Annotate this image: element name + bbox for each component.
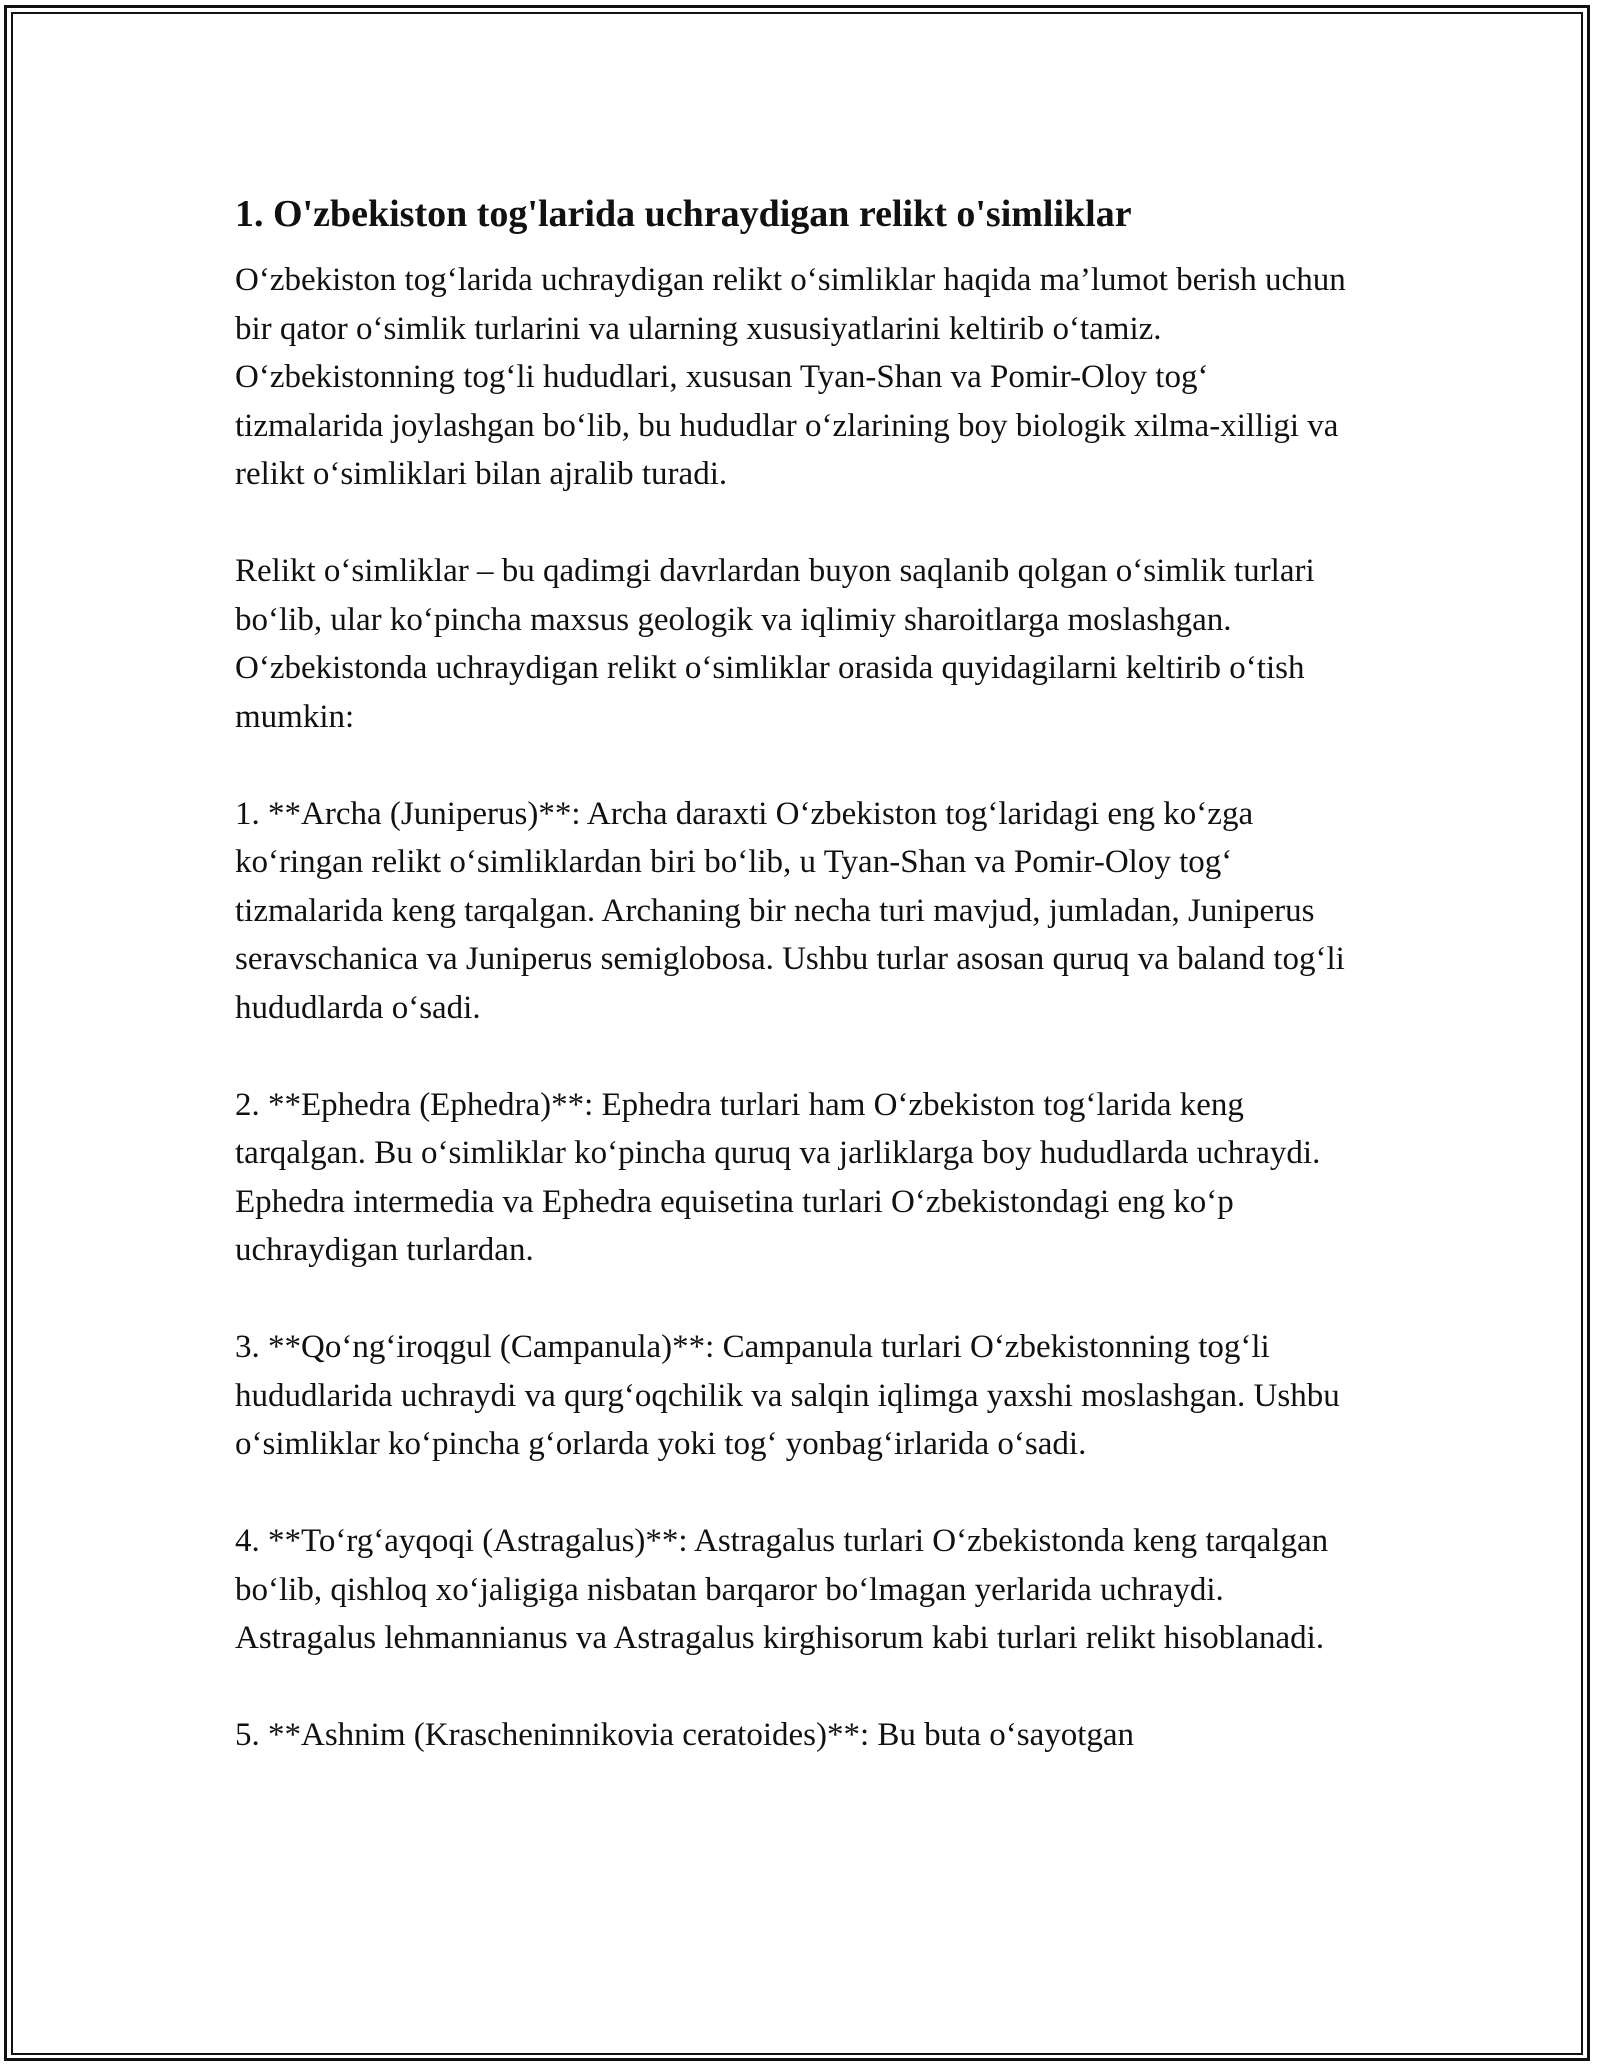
list-item-ashnim: 5. **Ashnim (Krascheninnikovia ceratoides)**: Bu buta o‘sayotgan xyxy=(235,1717,1135,1753)
intro-paragraph: O‘zbekiston tog‘larida uchraydigan relikt o‘simliklar haqida ma’lumot berish uchun bir qator o‘simlik turlarini va ularning xususiyatlarini keltirib o‘tamiz. O‘zbekistonning tog‘li hududlari, xususan Tyan-Shan va Pomir-Oloy tog‘ tizmalarida joylashgan bo‘lib, bu hududlar o‘zlarining boy biologik xilma-xilligi va relikt o‘simliklari bilan ajralib turadi. xyxy=(235,262,1346,492)
list-item-archa: 1. **Archa (Juniperus)**: Archa daraxti O‘zbekiston tog‘laridagi eng ko‘zga ko‘ringan relikt o‘simliklardan biri bo‘lib, u Tyan-Shan va Pomir-Oloy tog‘ tizmalarida keng tarqalgan. Archaning bir necha turi mavjud, jumladan, Juniperus seravschanica va Juniperus semiglobosa. Ushbu turlar asosan quruq va baland tog‘li hududlarda o‘sadi. xyxy=(235,795,1345,1026)
list-item-astragalus: 4. **To‘rg‘ayqoqi (Astragalus)**: Astragalus turlari O‘zbekistonda keng tarqalgan bo‘lib, qishloq xo‘jaligiga nisbatan barqaror bo‘lmagan yerlarida uchraydi. Astragalus lehmannianus va Astragalus kirghisorum kabi turlari relikt hisoblanadi. xyxy=(235,1523,1329,1656)
relict-definition-paragraph: Relikt o‘simliklar – bu qadimgi davrlardan buyon saqlanib qolgan o‘simlik turlari bo‘lib, ular ko‘pincha maxsus geologik va iqlimiy sharoitlarga moslashgan. O‘zbekistonda uchraydigan relikt o‘simliklar orasida quyidagilarni keltirib o‘tish mumkin: xyxy=(235,553,1315,735)
document-title: 1. O'zbekiston tog'larida uchraydigan relikt o'simliklar xyxy=(235,193,1132,235)
list-item-campanula: 3. **Qo‘ng‘iroqgul (Campanula)**: Campanula turlari O‘zbekistonning tog‘li hududlarida uchraydi va qurg‘oqchilik va salqin iqlimga yaxshi moslashgan. Ushbu o‘simliklar ko‘pincha g‘orlarda yoki tog‘ yonbag‘irlarida o‘sadi. xyxy=(235,1329,1340,1462)
list-item-ephedra: 2. **Ephedra (Ephedra)**: Ephedra turlari ham O‘zbekiston tog‘larida keng tarqalgan. Bu o‘simliklar ko‘pincha quruq va jarliklarga boy hududlarda uchraydi. Ephedra intermedia va Ephedra equisetina turlari O‘zbekistondagi eng ko‘p uchraydigan turlardan. xyxy=(235,1086,1321,1268)
document-body xyxy=(235,185,1365,1760)
